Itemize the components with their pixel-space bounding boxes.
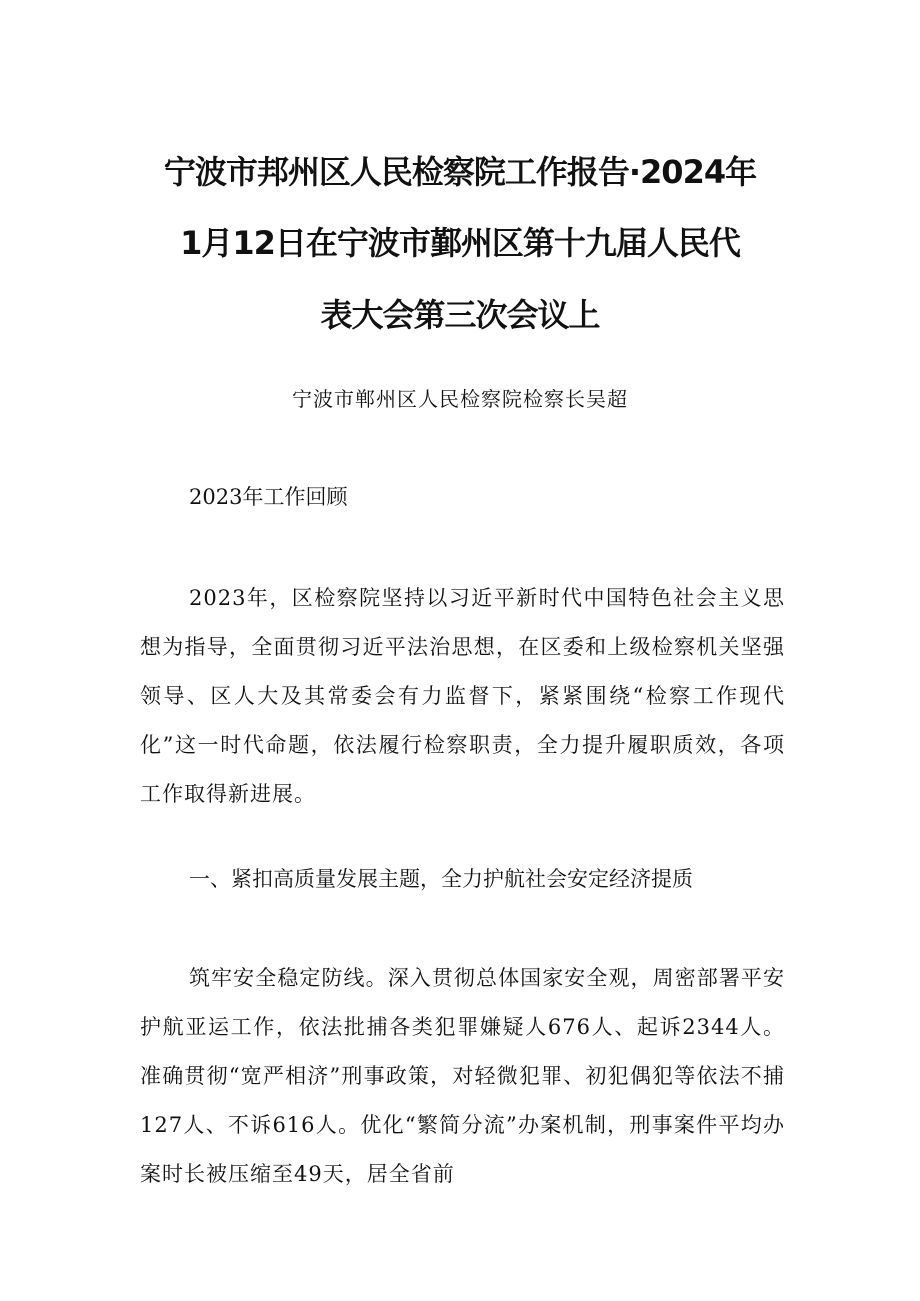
document-title-line-1: 宁波市邦州区人民检察院工作报告·2024年 xyxy=(163,153,757,191)
document-title-line-2: 1月12日在宁波市鄞州区第十九届人民代 xyxy=(180,224,740,262)
paragraph-review: 2023年，区检察院坚持以习近平新时代中国特色社会主义思想为指导，全面贯彻习近平法治思想，在区委和上级检察机关坚强领导、区人大及其常委会有力监督下，紧紧围绕“检察工作现代化”这一时代命题，依法履行检察职责，全力提升履职质效，各项工作取得新进展。 xyxy=(140,586,785,806)
section-heading-one: 一、紧扣高质量发展主题，全力护航社会安定经济提质 xyxy=(189,867,693,891)
paragraph-one: 筑牢安全稳定防线。深入贯彻总体国家安全观，周密部署平安护航亚运工作，依法批捕各类犯罪嫌疑人676人、起诉2344人。准确贯彻“宽严相济”刑事政策，对轻微犯罪、初犯偶犯等依法不捕127人、不诉616人。优化“繁简分流”办案机制，刑事案件平均办案时长被压缩至49天，居全省前 xyxy=(140,966,785,1186)
author-line: 宁波市郸州区人民检察院检察长吴超 xyxy=(292,387,628,411)
section-heading-review: 2023年工作回顾 xyxy=(189,485,348,509)
document-title-line-3: 表大会第三次会议上 xyxy=(320,296,600,334)
